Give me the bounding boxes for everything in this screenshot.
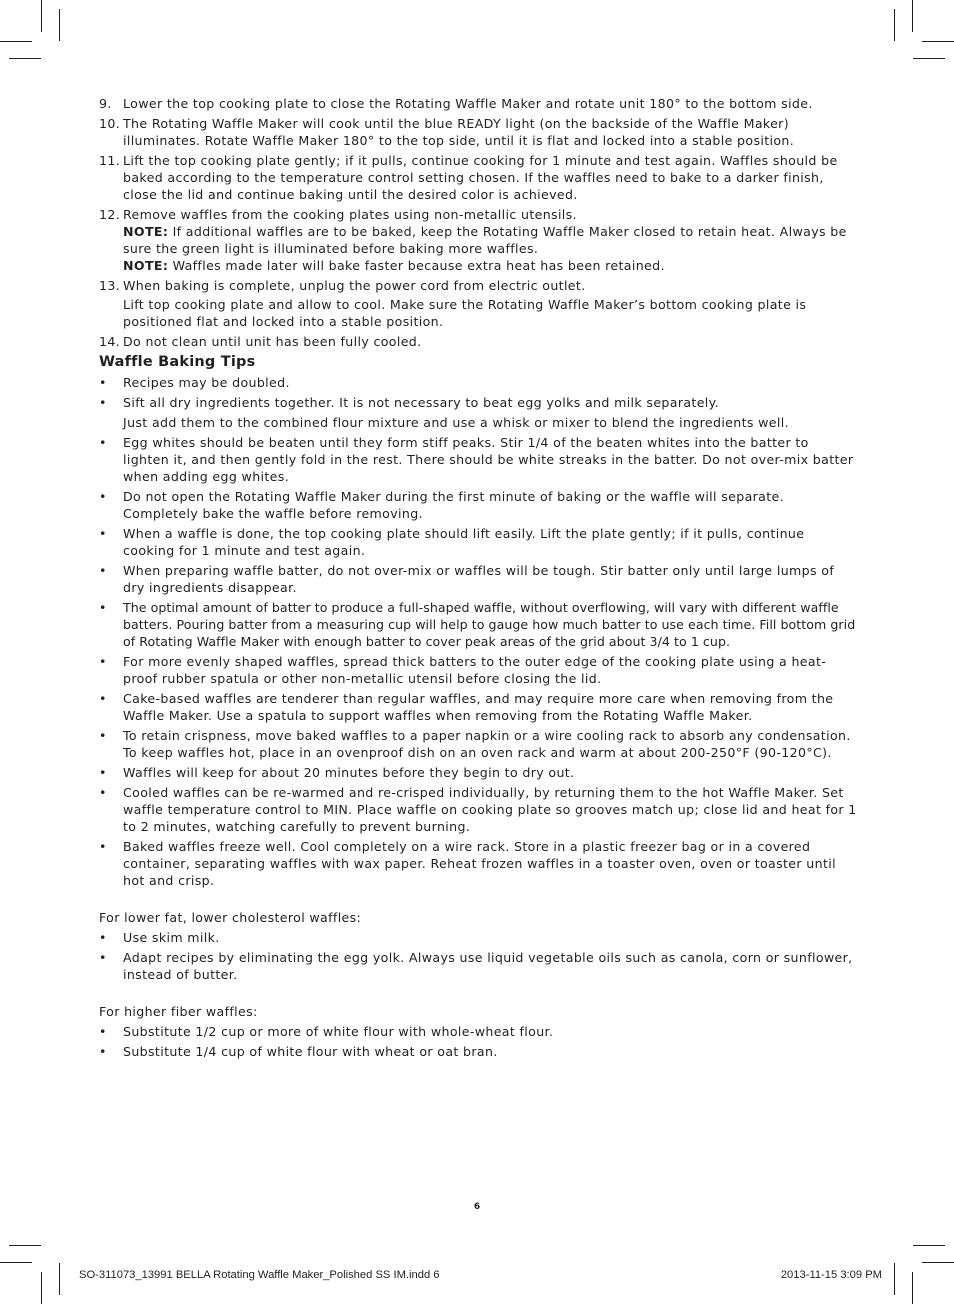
tip-text: Recipes may be doubled. (123, 375, 290, 390)
bullet-icon: • (99, 563, 107, 578)
note-paragraph (123, 257, 859, 274)
tip-item (99, 599, 859, 650)
lower-fat-intro: For lower fat, lower cholesterol waffles: (99, 910, 362, 925)
note-label: NOTE: (123, 224, 169, 239)
tip-text: Egg whites should be beaten until they form stiff peaks. Stir 1/4 of the beaten whites into the batter to lighten it, and then gently fold in the rest. There should be white streaks in the batter. Do not over-mix batter when adding egg whites. (123, 435, 854, 484)
bullet-icon: • (99, 785, 107, 800)
crop-mark (922, 1262, 954, 1263)
crop-mark (59, 9, 60, 41)
note-text: Waffles made later will bake faster because extra heat has been retained. (168, 258, 665, 273)
instruction-step-14 (99, 333, 859, 350)
tip-text: Do not open the Rotating Waffle Maker during the first minute of baking or the waffle will separate. Completely bake the waffle before removing. (123, 489, 784, 521)
crop-mark (912, 0, 913, 32)
lower-fat-text: Use skim milk. (123, 930, 220, 945)
tip-text: Waffles will keep for about 20 minutes before they begin to dry out. (123, 765, 575, 780)
step-text: Lift top cooking plate and allow to cool. Make sure the Rotating Waffle Maker’s bottom cooking plate is positioned flat and locked into a stable position. (123, 297, 807, 329)
tip-text: Cake-based waffles are tenderer than regular waffles, and may require more care when removing from the Waffle Maker. Use a spatula to support waffles when removing from the Rotating Waffle Maker. (123, 691, 834, 723)
crop-mark (912, 1272, 913, 1304)
higher-fiber-text: Substitute 1/4 cup of white flour with wheat or oat bran. (123, 1044, 498, 1059)
instruction-step-10 (99, 115, 859, 149)
tip-text: The optimal amount of batter to produce a full-shaped waffle, without overflowing, will vary with different waffle batters. Pouring batter from a measuring cup will help to gauge how much batter to use each time. Fill bottom grid of Rotating Waffle Maker with enough batter to cover peak areas of the grid about 3/4 to 1 cup. (123, 600, 856, 649)
crop-mark (41, 0, 42, 32)
tip-item (99, 434, 859, 485)
instruction-step-12 (99, 206, 859, 274)
bullet-icon: • (99, 395, 107, 410)
step-number: 14. (99, 334, 121, 349)
tip-item (99, 653, 859, 687)
note-label: NOTE: (123, 258, 169, 273)
tip-item (99, 690, 859, 724)
crop-mark (894, 9, 895, 41)
tip-item (99, 525, 859, 559)
tip-item (99, 727, 859, 761)
tip-item (99, 764, 859, 781)
crop-mark (59, 1263, 60, 1295)
section-heading: Waffle Baking Tips (99, 354, 256, 370)
step-number: 12. (99, 207, 121, 222)
instruction-step-9 (99, 95, 859, 112)
step-number: 11. (99, 153, 121, 168)
bullet-icon: • (99, 489, 107, 504)
crop-mark (913, 1245, 945, 1246)
step-number: 13. (99, 278, 121, 293)
crop-mark (41, 1272, 42, 1304)
tip-text: For more evenly shaped waffles, spread thick batters to the outer edge of the cooking plate using a heat-proof rubber spatula or other non-metallic utensil before closing the lid. (123, 654, 827, 686)
step-text: The Rotating Waffle Maker will cook until the blue READY light (on the backside of the Waffle Maker) illuminates. Rotate Waffle Maker 180° to the top side, until it is flat and locked into a stable position. (123, 116, 795, 148)
tip-continuation: Just add them to the combined flour mixture and use a whisk or mixer to blend the ingredients well. (123, 415, 789, 430)
bullet-icon: • (99, 375, 107, 390)
tip-item (99, 374, 859, 391)
tip-text: Baked waffles freeze well. Cool completely on a wire rack. Store in a plastic freezer bag or in a covered container, separating waffles with wax paper. Reheat frozen waffles in a toaster oven, oven or toaster until hot and crisp. (123, 839, 836, 888)
tip-text: Sift all dry ingredients together. It is not necessary to beat egg yolks and milk separately. (123, 395, 720, 410)
bullet-icon: • (99, 526, 107, 541)
step-text: Lift the top cooking plate gently; if it pulls, continue cooking for 1 minute and test again. Waffles should be baked according to the temperature control setting chosen. If the waffles need to bake to a darker finish, close the lid and continue baking until the desired color is achieved. (123, 153, 838, 202)
crop-mark (913, 58, 945, 59)
lower-fat-item (99, 949, 859, 983)
tip-item (99, 562, 859, 596)
crop-mark (0, 41, 32, 42)
instruction-step-13 (99, 277, 859, 330)
step-number: 10. (99, 116, 121, 131)
higher-fiber-item (99, 1043, 859, 1060)
bullet-icon: • (99, 600, 107, 615)
bullet-icon: • (99, 691, 107, 706)
step-text: Do not clean until unit has been fully cooled. (123, 334, 422, 349)
crop-mark (0, 1262, 32, 1263)
crop-mark (922, 41, 954, 42)
crop-mark (9, 58, 41, 59)
bullet-icon: • (99, 654, 107, 669)
step-number: 9. (99, 96, 112, 111)
tip-text: When preparing waffle batter, do not over-mix or waffles will be tough. Stir batter only until large lumps of dry ingredients disappear. (123, 563, 835, 595)
page-number: 6 (473, 1202, 481, 1212)
bullet-icon: • (99, 1024, 107, 1039)
step-text: Lower the top cooking plate to close the Rotating Waffle Maker and rotate unit 180° to the bottom side. (123, 96, 813, 111)
step-text: Remove waffles from the cooking plates using non-metallic utensils. (123, 207, 577, 222)
instruction-step-11 (99, 152, 859, 203)
tip-item (99, 488, 859, 522)
print-slug-timestamp: 2013-11-15 3:09 PM (780, 1269, 882, 1281)
lower-fat-text: Adapt recipes by eliminating the egg yolk. Always use liquid vegetable oils such as canola, corn or sunflower, instead of butter. (123, 950, 853, 982)
crop-mark (9, 1245, 41, 1246)
bullet-icon: • (99, 1044, 107, 1059)
print-slug-filename: SO-311073_13991 BELLA Rotating Waffle Maker_Polished SS IM.indd 6 (79, 1269, 440, 1281)
higher-fiber-intro: For higher fiber waffles: (99, 1004, 258, 1019)
tip-item (99, 784, 859, 835)
bullet-icon: • (99, 728, 107, 743)
tip-text: Cooled waffles can be re-warmed and re-crisped individually, by returning them to the hot Waffle Maker. Set waffle temperature control to MIN. Place waffle on cooking plate so grooves match up; close lid and heat for 1 to 2 minutes, watching carefully to prevent burning. (123, 785, 857, 834)
bullet-icon: • (99, 950, 107, 965)
step-text: When baking is complete, unplug the power cord from electric outlet. (123, 278, 586, 293)
tip-text: When a waffle is done, the top cooking plate should lift easily. Lift the plate gently; if it pulls, continue cooking for 1 minute and test again. (123, 526, 805, 558)
higher-fiber-item (99, 1023, 859, 1040)
bullet-icon: • (99, 765, 107, 780)
note-text: If additional waffles are to be baked, keep the Rotating Waffle Maker closed to retain heat. Always be sure the green light is illuminated before baking more waffles. (123, 224, 847, 256)
lower-fat-item (99, 929, 859, 946)
crop-mark (894, 1263, 895, 1295)
tip-item (99, 838, 859, 889)
tip-text: To retain crispness, move baked waffles to a paper napkin or a wire cooling rack to absorb any condensation. To keep waffles hot, place in an ovenproof dish on an oven rack and warm at about 200-250°F (90-120°C). (123, 728, 851, 760)
bullet-icon: • (99, 930, 107, 945)
note-paragraph (123, 223, 859, 257)
manual-page-content (99, 95, 859, 1063)
bullet-icon: • (99, 839, 107, 854)
bullet-icon: • (99, 435, 107, 450)
tip-item (99, 394, 859, 431)
higher-fiber-text: Substitute 1/2 cup or more of white flour with whole-wheat flour. (123, 1024, 554, 1039)
